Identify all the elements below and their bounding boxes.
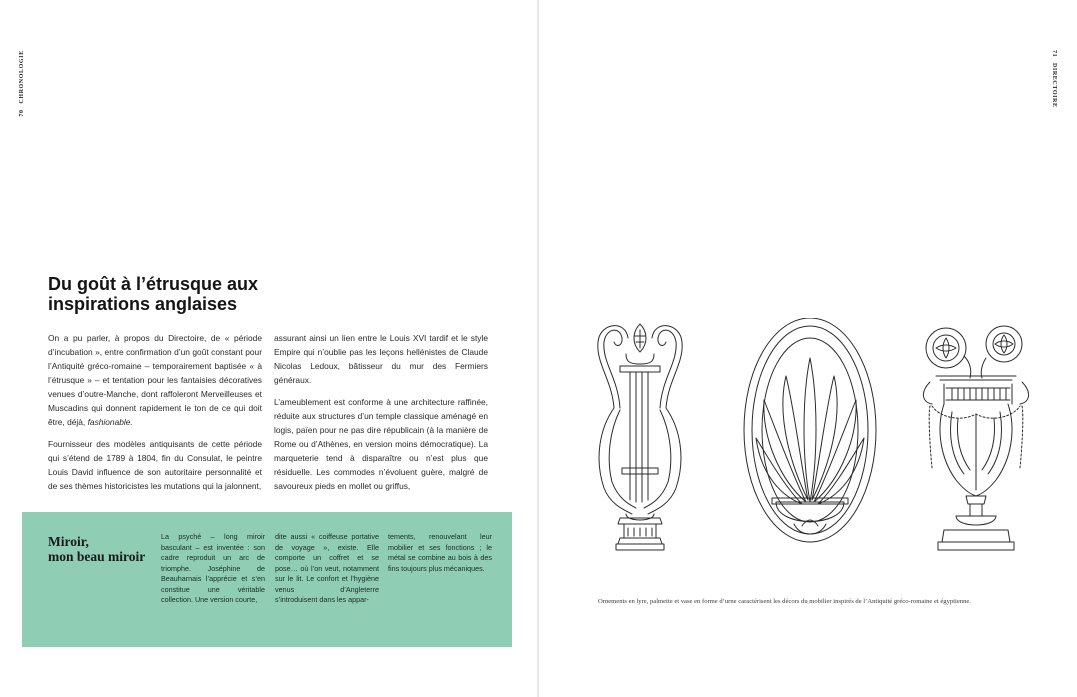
urn-vase-ornament [923,326,1028,550]
sidebar-column-3: tements, renouvelant leur mobilier et ses fonctions ; le métal se combine au bois à des fins toujours plus mécaniques. [388,532,492,573]
left-section-label: CHRONOLOGIE [19,50,25,104]
body-paragraph: L’ameublement est conforme à une architecture raffinée, réduite aux structures d’un temple classique aménagé en logis, païen pour ne pas dire républicain (à la manière de Rome ou d’Athènes, en version moins démocratique). La marqueterie tend à disparaître ou n’est plus que résiduelle. Les commodes n’évoluent guère, malgré de savoureux pieds en mollet ou griffus, [274,397,488,491]
article-title [48,274,348,314]
title-line-2: inspirations anglaises [48,294,238,314]
palmette-ornament [744,318,876,542]
left-page [0,0,537,697]
sidebar-title-line-2: mon beau miroir [48,549,146,564]
sidebar-column-2: dite aussi « coiffeuse portative de voyage », existe. Elle comporte un coffret et se pose… où l’on veut, notamment sur le lit. Le confort et l’hygiène venus d’Angleterre s’introduisent dans les appar- [275,532,379,604]
sidebar-title-line-1: Miroir, [48,534,89,549]
right-folio: 71 [1051,50,1057,58]
sidebar-column-1: La psyché – long miroir basculant – est inventée : son cadre reproduit un arc de triomphe. Joséphine de Beauharnais l’apprécie et s’en constitue une véritable collection. Une version courte, [161,532,265,604]
right-running-head [1051,50,1057,108]
lyre-ornament [598,324,682,550]
italic-word: fashionable. [87,417,133,427]
body-paragraph: Fournisseur des modèles antiquisants de cette période qui s’étend de 1789 à 1804, fin du Consulat, le peintre Louis David influence de son autoritaire personnalité et de ses thèmes historicistes les mutations qui la jalonnent, [48,439,262,491]
right-section-label: DIRECTOIRE [1051,63,1057,108]
ornament-illustrations [580,318,1040,560]
left-folio: 70 [19,109,25,117]
title-line-1: Du goût à l’étrusque aux [48,274,259,294]
body-paragraph: On a pu parler, à propos du Directoire, de « période d’incubation », entre confirmation d’un goût constant pour l’Antiquité gréco-romaine – temporairement baptisée « à l’étrusque » – et tentation pour les fantaisies décoratives venues d’outre-Manche, dont raffoleront Merveilleuses et Muscadins qui donnent rapidement le ton de ce qui doit être, déjà, fashionable. [48,333,262,427]
illustration-caption: Ornements en lyre, palmette et vase en forme d’urne caractérisent les décors du mobilier inspirés de l’Antiquité gréco-romaine et égyptienne. [598,598,971,605]
sidebar-title [48,534,163,564]
sidebar-box [22,512,512,647]
body-paragraph: assurant ainsi un lien entre le Louis XVI tardif et le style Empire qui n’oublie pas les leçons hellénistes de Claude Nicolas Ledoux, bâtisseur du mur des Fermiers généraux. [274,333,488,385]
body-column-1 [48,331,262,501]
left-running-head [19,50,25,117]
body-column-2 [274,331,488,501]
